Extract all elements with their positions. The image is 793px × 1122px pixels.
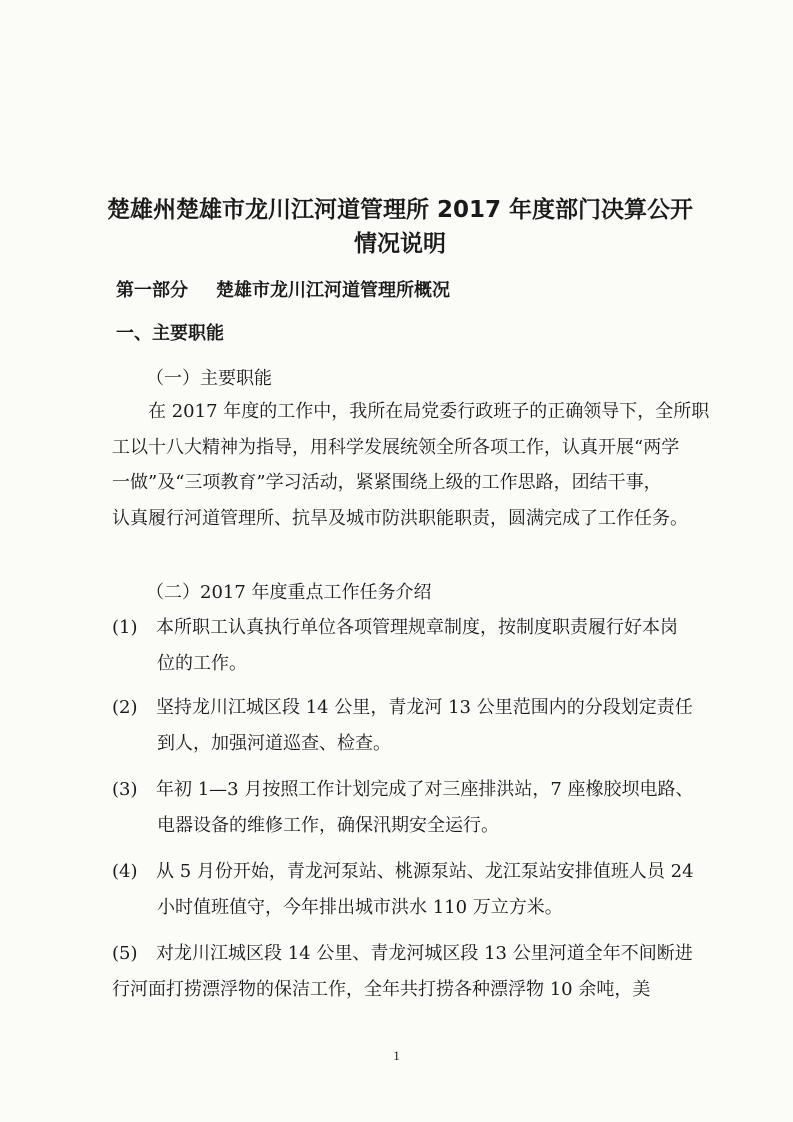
list-item bbox=[112, 610, 712, 682]
page-number: 1 bbox=[393, 1048, 400, 1063]
paragraph-line: 一做”及“三项教育”学习活动，紧紧围绕上级的工作思路，团结干事， bbox=[112, 472, 662, 493]
list-item-text: 小时值班值守，今年排出城市洪水 110 万立方米。 bbox=[157, 897, 563, 918]
list-item-number: (5) bbox=[112, 943, 138, 964]
document-title-line2: 情况说明 bbox=[354, 231, 446, 257]
part-heading bbox=[116, 276, 450, 302]
list-item bbox=[112, 854, 712, 926]
list-item-number: (1) bbox=[112, 617, 138, 638]
paragraph-line: 在 2017 年度的工作中，我所在局党委行政班子的正确领导下，全所职 bbox=[148, 401, 710, 422]
list-item-text: 本所职工认真执行单位各项管理规章制度，按制度职责履行好本岗 bbox=[156, 617, 678, 638]
list-item-text: 行河面打捞漂浮物的保洁工作，全年共打捞各种漂浮物 10 余吨，美 bbox=[112, 979, 651, 1000]
list-item-text: 坚持龙川江城区段 14 公里，青龙河 13 公里范围内的分段划定责任 bbox=[156, 697, 693, 718]
section-heading: 一、主要职能 bbox=[116, 323, 224, 344]
document-title-line1: 楚雄州楚雄市龙川江河道管理所 2017 年度部门决算公开 bbox=[106, 197, 694, 223]
list-item-text: 年初 1—3 月按照工作计划完成了对三座排洪站，7 座橡胶坝电路、 bbox=[156, 779, 694, 800]
paragraph-line: 工以十八大精神为指导，用科学发展统领全所各项工作，认真开展“两学 bbox=[112, 436, 680, 458]
part-number: 第一部分 bbox=[116, 280, 188, 301]
part-title: 楚雄市龙川江河道管理所概况 bbox=[216, 280, 450, 301]
paragraph-line: 认真履行河道管理所、抗旱及城市防洪职能职责，圆满完成了工作任务。 bbox=[112, 507, 688, 529]
subsection-heading-1: （一）主要职能 bbox=[146, 368, 272, 389]
paragraph-main-duties bbox=[112, 394, 712, 536]
list-item bbox=[112, 690, 712, 762]
list-item-number: (4) bbox=[112, 861, 138, 882]
list-item-number: (2) bbox=[112, 697, 138, 718]
list-item bbox=[112, 772, 712, 844]
list-item bbox=[112, 936, 712, 1008]
list-item-text: 位的工作。 bbox=[157, 653, 247, 674]
list-item-text: 到人，加强河道巡查、检查。 bbox=[157, 733, 391, 754]
list-item-text: 对龙川江城区段 14 公里、青龙河城区段 13 公里河道全年不间断进 bbox=[156, 943, 693, 964]
list-item-number: (3) bbox=[112, 779, 138, 800]
list-item-text: 从 5 月份开始，青龙河泵站、桃源泵站、龙江泵站安排值班人员 24 bbox=[156, 861, 694, 882]
subsection-heading-2: （二）2017 年度重点工作任务介绍 bbox=[146, 582, 432, 603]
list-item-text: 电器设备的维修工作，确保汛期安全运行。 bbox=[157, 815, 499, 836]
